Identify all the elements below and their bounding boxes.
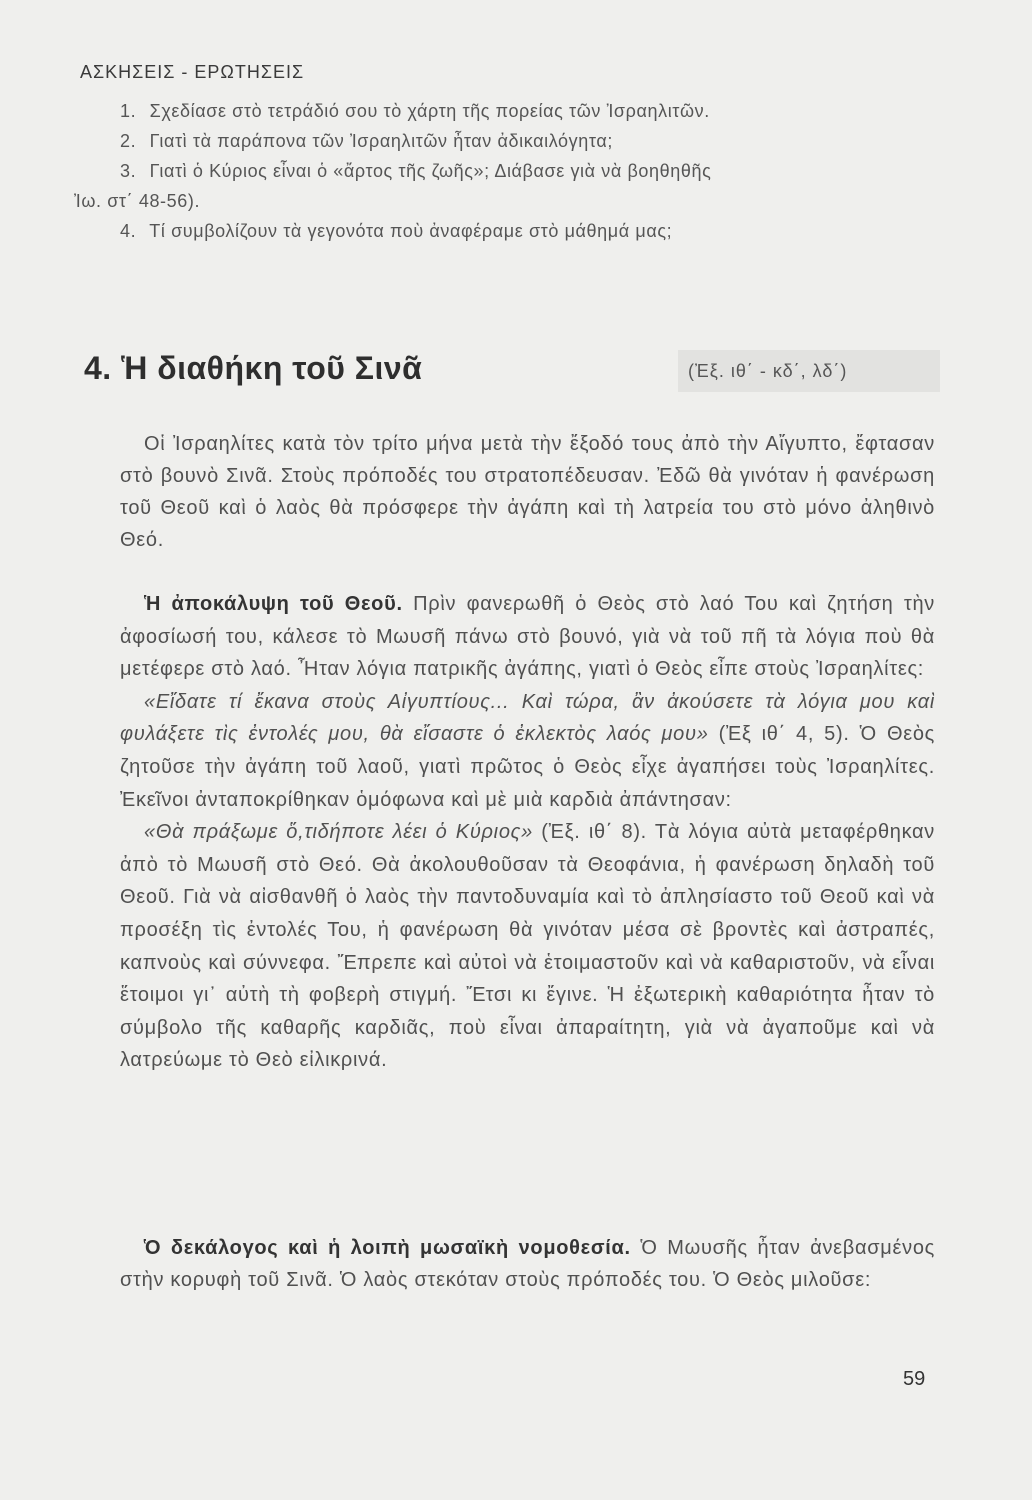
exercise-text: Σχεδίασε στὸ τετράδιό σου τὸ χάρτη τῆς πορείας τῶν Ἰσραηλιτῶν. [149, 101, 710, 121]
exercise-text: Τί συμβολίζουν τὰ γεγονότα ποὺ ἀναφέραμε στὸ μάθημά μας; [149, 221, 673, 241]
exercise-text: Γιατὶ τὰ παράπονα τῶν Ἰσραηλιτῶν ἦταν ἀδικαιλόγητα; [149, 131, 613, 151]
after-quote-two: (Ἐξ. ιθ΄ 8). Τὰ λόγια αὐτὰ μεταφέρθηκαν ἀπὸ τὸ Μωυσῆ στὸ Θεό. Θὰ ἀκολουθοῦσαν τὰ Θεοφάνια, ἡ φανέρωση δηλαδὴ τοῦ Θεοῦ. Γιὰ νὰ αἰσθανθῆ ὁ λαὸς τὴν παντοδυναμία καὶ τὸ ἀπλησίαστο τοῦ Θεοῦ καὶ νὰ προσέξη τὶς ἐντολές Του, ἡ φανέρωση θὰ γινόταν μέσα σὲ βροντὲς καὶ ἀστραπές, καπνοὺς καὶ σύννεφα. Ἔπρεπε καὶ αὐτοὶ νὰ ἑτοιμαστοῦν καὶ νὰ καθαριστοῦν, νὰ εἶναι ἕτοιμοι γι᾿ αὐτὴ τὴ φοβερὴ στιγμή. Ἔτσι κι ἔγινε. Ἡ ἐξωτερικὴ καθαριότητα ἦταν τὸ σύμβολο τῆς καθαρῆς καρδιᾶς, ποὺ εἶναι ἀπαραίτητη, γιὰ νὰ ἀγαποῦμε καὶ νὰ λατρεύωμε τὸ Θεὸ εἰλικρινά. [120, 821, 936, 1072]
page-number: 59 [903, 1368, 926, 1390]
decalogue-paragraph [120, 1232, 935, 1296]
exercise-number: 4. [120, 221, 137, 241]
exercise-number: 2. [120, 131, 137, 151]
after-quote-one: (Ἐξ ιθ΄ 4, 5). Ὁ Θεὸς ζητοῦσε τὴν ἀγάπη τοῦ λαοῦ, γιατὶ πρῶτος ὁ Θεὸς εἶχε ἀγαπήσει τοὺς Ἰσραηλίτες. Ἐκεῖνοι ἀνταποκρίθηκαν ὁμόφωνα καὶ μὲ μιὰ καρδιὰ ἀπάντησαν: [120, 723, 935, 811]
exercise-item [120, 156, 930, 186]
exercise-text-continued: Ἰω. στ΄ 48-56). [74, 191, 201, 211]
exercise-item [120, 216, 930, 246]
intro-paragraph: Οἱ Ἰσραηλίτες κατὰ τὸν τρίτο μήνα μετὰ τὴν ἔξοδό τους ἀπὸ τὴν Αἴγυπτο, ἔφτασαν στὸ βουνὸ Σινᾶ. Στοὺς πρόποδές του στρατοπέδευσαν. Ἐδῶ θὰ γινόταν ἡ φανέρωση τοῦ Θεοῦ καὶ ὁ λαὸς θὰ πρόσφερε τὴν ἀγάπη καὶ τὴ λατρεία του στὸ μόνο ἀληθινὸ Θεό. [120, 433, 935, 551]
exercise-item [120, 126, 930, 156]
exercise-text: Γιατὶ ὁ Κύριος εἶναι ὁ «ἄρτος τῆς ζωῆς»; Διάβασε γιὰ νὰ βοηθηθῆς [149, 161, 712, 181]
revelation-title: Ἡ ἀποκάλυψη τοῦ Θεοῦ. [144, 593, 403, 615]
exercises-section-label: ΑΣΚΗΣΕΙΣ - ΕΡΩΤΗΣΕΙΣ [80, 62, 305, 82]
decalogue-text: Ὁ Μωυσῆς ἦταν ἀνεβασμένος στὴν κορυφὴ τοῦ Σινᾶ. Ὁ λαὸς στεκόταν στοὺς πρόποδές του. Ὁ Θεὸς μιλοῦσε: [120, 1237, 935, 1291]
lesson-heading: 4. Ἡ διαθήκη τοῦ Σινᾶ [84, 350, 423, 386]
exercise-continuation [74, 186, 930, 216]
decalogue-title: Ὁ δεκάλογος καὶ ἡ λοιπὴ μωσαϊκὴ νομοθεσία. [144, 1237, 631, 1259]
exercise-number: 1. [120, 101, 137, 121]
exercise-list [74, 96, 930, 246]
revelation-paragraph [120, 588, 935, 1077]
exercise-number: 3. [120, 161, 137, 181]
quote-two: «Θὰ πράξωμε ὅ,τιδήποτε λέει ὁ Κύριος» [144, 821, 533, 844]
scripture-reference: (Ἐξ. ιθ΄ - κδ΄, λδ΄) [678, 350, 940, 392]
quote-one: «Εἴδατε τί ἔκανα στοὺς Αἰγυπτίους... Καὶ τώρα, ἂν ἀκούσετε τὰ λόγια μου καὶ φυλάξετε τὶς ἐντολές μου, θὰ εἴσαστε ὁ ἐκλεκτὸς λαός μου» [120, 690, 935, 746]
exercise-item [120, 96, 930, 126]
revelation-text: Πρὶν φανερωθῆ ὁ Θεὸς στὸ λαό Του καὶ ζητήση τὴν ἀφοσίωσή του, κάλεσε τὸ Μωυσῆ πάνω στὸ βουνό, γιὰ νὰ τοῦ πῆ τὰ λόγια ποὺ θὰ μετέφερε στὸ λαό. Ἦταν λόγια πατρικῆς ἀγάπης, γιατὶ ὁ Θεὸς εἶπε στοὺς Ἰσραηλίτες: [120, 593, 935, 681]
